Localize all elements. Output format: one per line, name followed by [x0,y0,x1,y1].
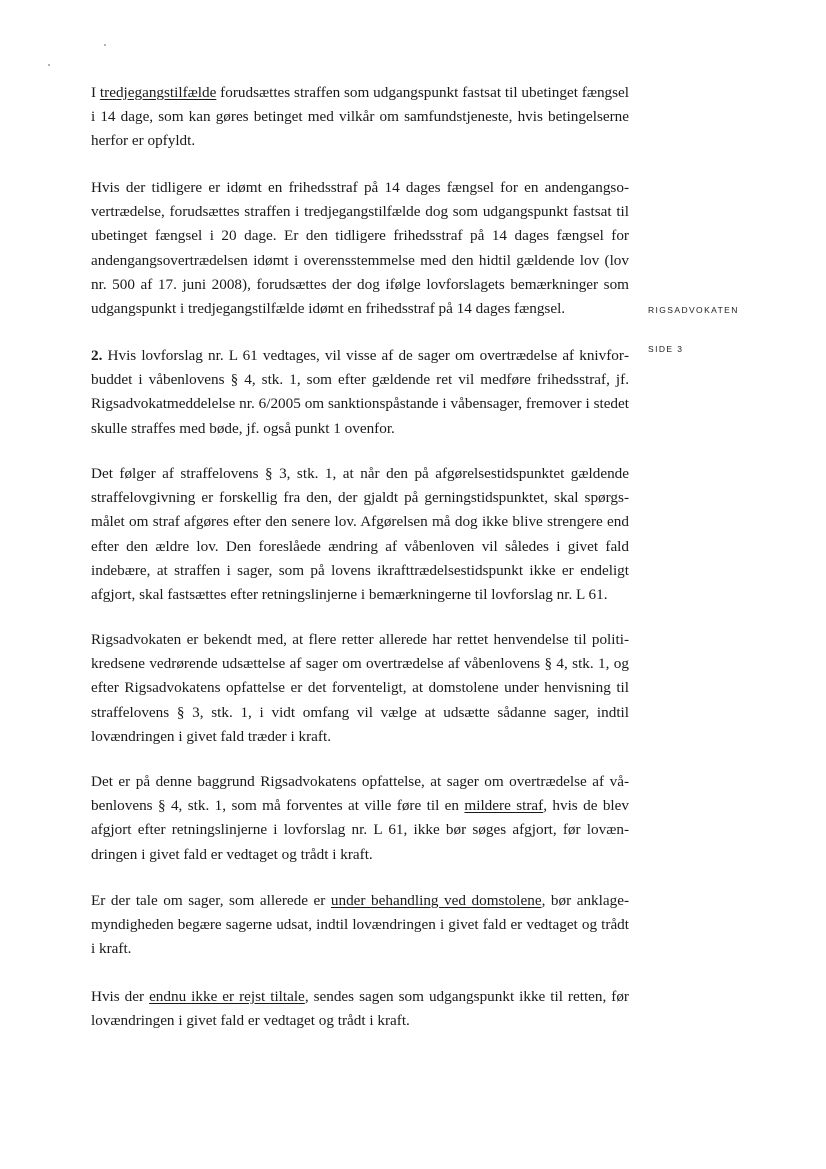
scan-speck [104,44,106,46]
underlined-term: tredjegangstilfælde [99,84,217,101]
paragraph-4: Det følger af straffelovens § 3, stk. 1, at når den på afgørelsestidspunktet gældende straffelovgivning er forskellig fra den, der gjaldt på gerningstidspunktet, skal spørgsmålet om straf afgøres efter den senere lov. Afgørelsen må dog ikke blive strengere end efter den ældre lov. Den foreslåede ændring af våbenloven vil således i givet fald indebære, at straffen i sager, som på lovens ikrafttrædelsestidspunkt ikke er endeligt afgjort, skal fastsættes efter retningslinjerne i bemærkningerne til lovforslag nr. L 61. [91,465,629,604]
paragraph-8: Hvis der endnu ikke er rejst tiltale, sendes sagen som udgangspunkt ikke til retten, før lovændringen i givet fald er vedtaget og trådt i kraft. [91,988,629,1030]
paragraph-6: Det er på denne baggrund Rigsadvokatens opfattelse, at sager om overtrædelse af våbenlovens § 4, stk. 1, som må forventes at ville føre til en mildere straf, hvis de blev afgjort efter retningslinjerne i lovforslag nr. L 61, ikke bør søges afgjort, før lovændringen i givet fald er vedtaget og trådt i kraft. [91,773,629,863]
section-number: 2. [91,347,103,364]
underlined-term: mildere straf [464,797,544,815]
scan-speck [48,64,50,66]
margin-org-label: RIGSADVOKATEN [648,305,739,315]
paragraph-3: 2. Hvis lovforslag nr. L 61 vedtages, vil visse af de sager om overtrædelse af knivforbuddet i våbenlovens § 4, stk. 1, som efter gældende ret vil medføre frihedsstraf, jf. Rigsadvokatmeddelelse nr. 6/2005 om sanktionspåstande i våbensager, fremover i stedet skulle straffes med bøde, jf. også punkt 1 ovenfor. [91,347,629,437]
paragraph-2: Hvis der tidligere er idømt en frihedsstraf på 14 dages fængsel for en andengangsovertrædelse, forudsættes straffen i tredjegangstilfælde dog som udgangspunkt fastsat til ubetinget fængsel i 20 dage. Er den tidligere frihedsstraf på 14 dages fængsel for andengangsovertrædelsen idømt i overensstemmelse med den hidtil gældende lov (lov nr. 500 af 17. juni 2008), forudsættes der dog ifølge lovforslagets bemærkninger som udgangspunkt i tredjegangstilfælde idømt en frihedsstraf på 14 dages fængsel. [91,179,629,318]
paragraph-1: I tredjegangstilfælde forudsættes straffen som udgangspunkt fastsat til ubetinget fængsel i 14 dage, som kan gøres betinget med vilkår om samfundstjeneste, hvis betingelserne herfor er opfyldt. [91,84,630,150]
paragraph-7: Er der tale om sager, som allerede er under behandling ved domstolene, bør anklagemyndigheden begære sagerne udsat, indtil lovændringen i givet fald er vedtaget og trådt i kraft. [91,892,629,958]
underlined-term: under behandling ved domstolene [330,892,542,909]
underlined-term: endnu ikke er rejst tiltale [149,988,305,1005]
margin-page-number: SIDE 3 [648,344,684,354]
paragraph-5: Rigsadvokaten er bekendt med, at flere retter allerede har rettet henvendelse til politikredsene vedrørende udsættelse af sager om overtrædelse af våbenlovens § 4, stk. 1, og efter Rigsadvokatens opfattelse er det forventeligt, at domstolene under henvisning til straffelovens § 3, stk. 1, i vidt omfang vil vælge at udsætte sådanne sager, indtil lovændringen i givet fald træder i kraft. [91,631,629,745]
